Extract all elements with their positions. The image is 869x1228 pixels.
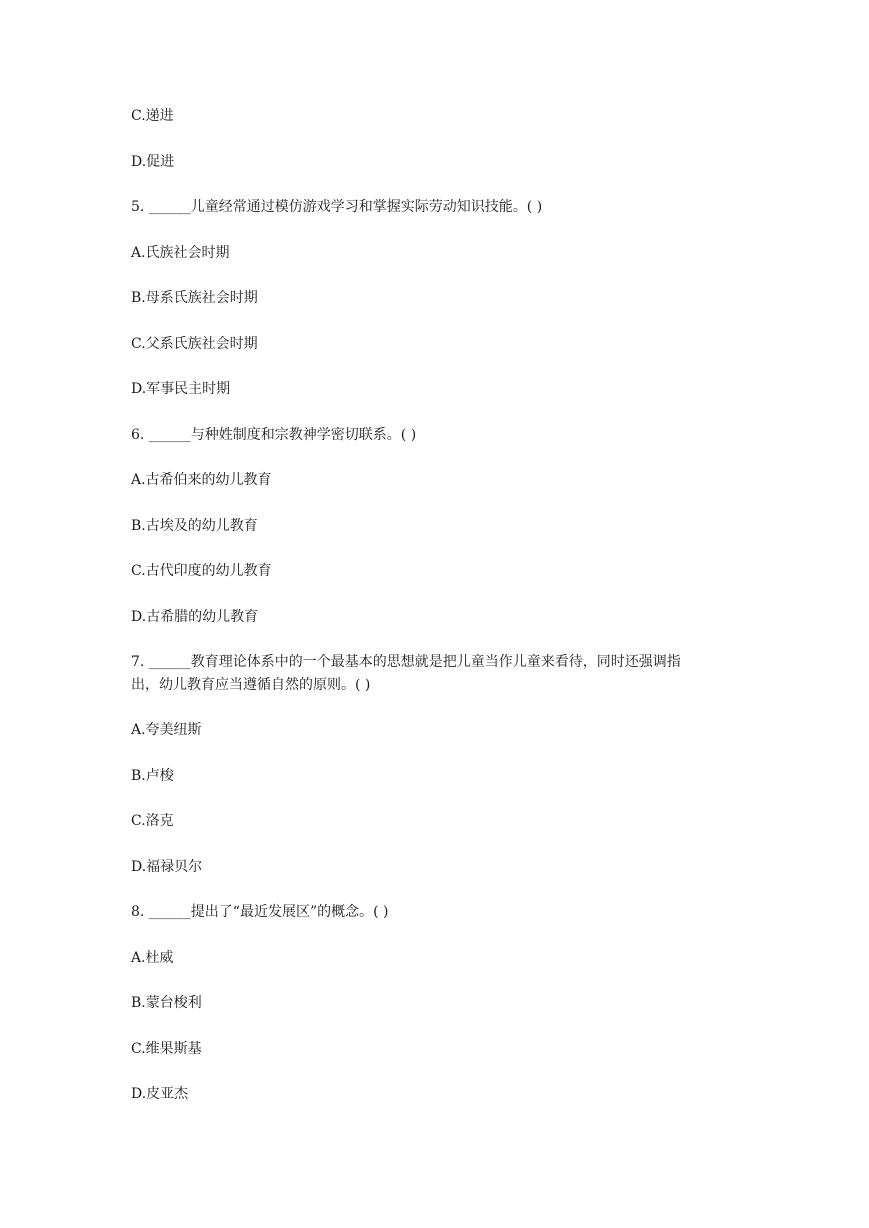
q5-option-b: B.母系氏族社会时期: [131, 290, 258, 306]
q7-stem-line-2: 出，幼儿教育应当遵循自然的原则。( ): [131, 677, 371, 693]
q5-option-a: A.氏族社会时期: [131, 245, 230, 261]
q7-option-c: C.洛克: [131, 813, 174, 829]
q7-option-a: A.夸美纽斯: [131, 722, 202, 738]
q6-option-d: D.古希腊的幼儿教育: [131, 609, 259, 625]
q5-option-c: C.父系氏族社会时期: [131, 336, 258, 352]
q8-option-d: D.皮亚杰: [131, 1086, 189, 1102]
q6-option-b: B.古埃及的幼儿教育: [131, 518, 258, 534]
q4-option-c: C.递进: [131, 108, 174, 124]
q7-option-b: B.卢梭: [131, 768, 174, 784]
q6-option-c: C.古代印度的幼儿教育: [131, 563, 272, 579]
q8-option-c: C.维果斯基: [131, 1041, 202, 1057]
q6-stem: 6. ______与种姓制度和宗教神学密切联系。( ): [131, 427, 417, 443]
q6-option-a: A.古希伯来的幼儿教育: [131, 472, 272, 488]
q7-option-d: D.福禄贝尔: [131, 859, 203, 875]
q5-stem: 5. ______儿童经常通过模仿游戏学习和掌握实际劳动知识技能。( ): [131, 199, 543, 215]
q4-option-d: D.促进: [131, 154, 175, 170]
q8-stem: 8. ______提出了“最近发展区”的概念。( ): [131, 904, 389, 920]
q8-option-b: B.蒙台梭利: [131, 995, 202, 1011]
q8-option-a: A.杜威: [131, 950, 174, 966]
q7-stem-line-1: 7. ______教育理论体系中的一个最基本的思想就是把儿童当作儿童来看待，同时还强调指: [131, 654, 681, 670]
q5-option-d: D.军事民主时期: [131, 381, 231, 397]
